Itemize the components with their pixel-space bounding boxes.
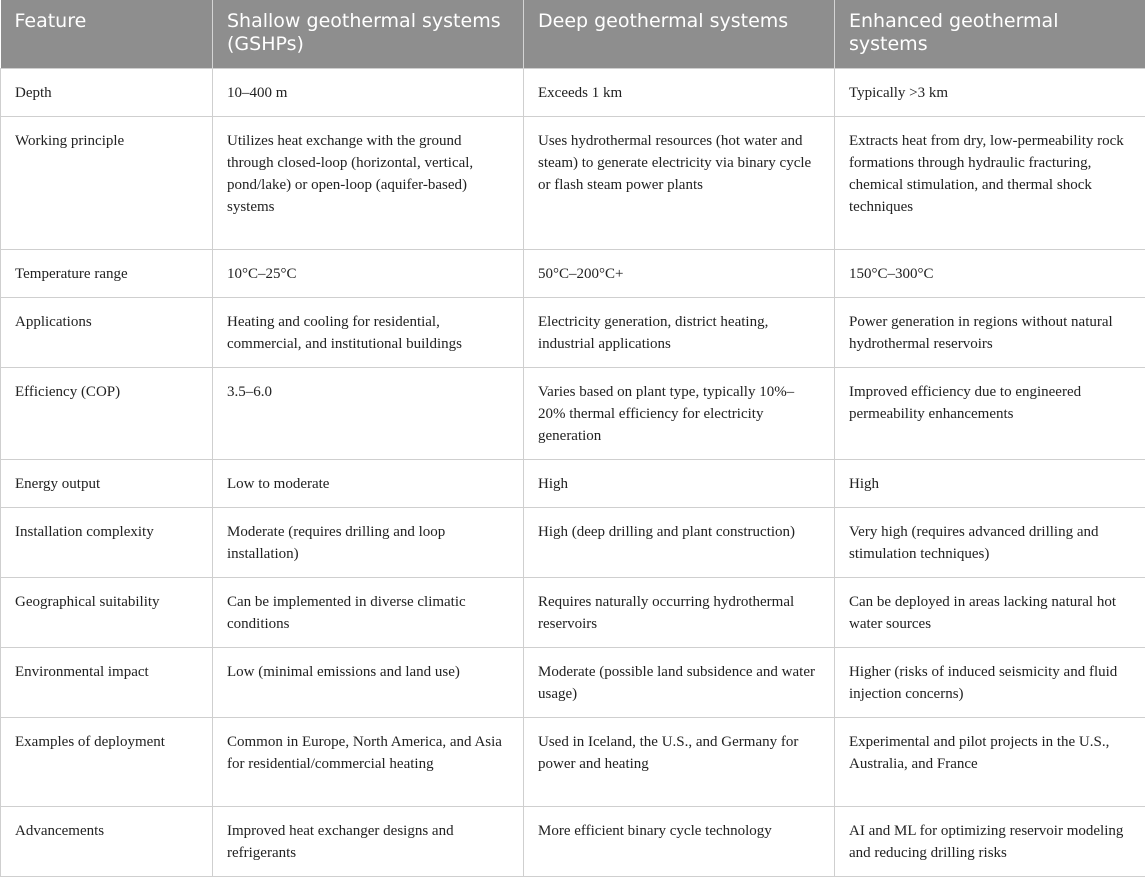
header-deep-geothermal: Deep geothermal systems bbox=[524, 0, 835, 69]
shallow-cell: 10°C–25°C bbox=[213, 250, 524, 298]
enhanced-cell: Typically >3 km bbox=[835, 69, 1145, 117]
feature-cell: Depth bbox=[1, 69, 213, 117]
table-row bbox=[1, 578, 1145, 648]
shallow-cell: Low to moderate bbox=[213, 460, 524, 508]
feature-cell: Temperature range bbox=[1, 250, 213, 298]
deep-cell: Electricity generation, district heating, industrial applications bbox=[524, 298, 835, 368]
header-shallow-geothermal: Shallow geothermal systems (GSHPs) bbox=[213, 0, 524, 69]
header-enhanced-geothermal: Enhanced geothermal systems bbox=[835, 0, 1145, 69]
table-header bbox=[1, 0, 1145, 69]
table-row bbox=[1, 117, 1145, 250]
enhanced-cell: AI and ML for optimizing reservoir modeling and reducing drilling risks bbox=[835, 807, 1145, 877]
deep-cell: Exceeds 1 km bbox=[524, 69, 835, 117]
shallow-cell: Common in Europe, North America, and Asia for residential/commercial heating bbox=[213, 718, 524, 807]
shallow-cell: 10–400 m bbox=[213, 69, 524, 117]
deep-cell: Moderate (possible land subsidence and water usage) bbox=[524, 648, 835, 718]
deep-cell: High (deep drilling and plant construction) bbox=[524, 508, 835, 578]
deep-cell: Requires naturally occurring hydrothermal reservoirs bbox=[524, 578, 835, 648]
enhanced-cell: Extracts heat from dry, low-permeability rock formations through hydraulic fracturing, chemical stimulation, and thermal shock techniques bbox=[835, 117, 1145, 250]
table-row bbox=[1, 460, 1145, 508]
feature-cell: Environmental impact bbox=[1, 648, 213, 718]
table-row bbox=[1, 648, 1145, 718]
feature-cell: Advancements bbox=[1, 807, 213, 877]
shallow-cell: 3.5–6.0 bbox=[213, 368, 524, 460]
enhanced-cell: High bbox=[835, 460, 1145, 508]
enhanced-cell: Can be deployed in areas lacking natural hot water sources bbox=[835, 578, 1145, 648]
enhanced-cell: Very high (requires advanced drilling and stimulation techniques) bbox=[835, 508, 1145, 578]
table-body bbox=[1, 69, 1145, 877]
shallow-cell: Utilizes heat exchange with the ground through closed-loop (horizontal, vertical, pond/lake) or open-loop (aquifer-based) systems bbox=[213, 117, 524, 250]
table-row bbox=[1, 250, 1145, 298]
feature-cell: Applications bbox=[1, 298, 213, 368]
feature-cell: Installation complexity bbox=[1, 508, 213, 578]
table-row bbox=[1, 368, 1145, 460]
shallow-cell: Low (minimal emissions and land use) bbox=[213, 648, 524, 718]
table-row bbox=[1, 508, 1145, 578]
deep-cell: Uses hydrothermal resources (hot water and steam) to generate electricity via binary cycle or flash steam power plants bbox=[524, 117, 835, 250]
feature-cell: Geographical suitability bbox=[1, 578, 213, 648]
table-row bbox=[1, 718, 1145, 807]
deep-cell: Used in Iceland, the U.S., and Germany for power and heating bbox=[524, 718, 835, 807]
header-row bbox=[1, 0, 1145, 69]
deep-cell: Varies based on plant type, typically 10%–20% thermal efficiency for electricity generation bbox=[524, 368, 835, 460]
table-row bbox=[1, 298, 1145, 368]
feature-cell: Examples of deployment bbox=[1, 718, 213, 807]
feature-cell: Working principle bbox=[1, 117, 213, 250]
enhanced-cell: Power generation in regions without natural hydrothermal reservoirs bbox=[835, 298, 1145, 368]
enhanced-cell: Experimental and pilot projects in the U.S., Australia, and France bbox=[835, 718, 1145, 807]
table-row bbox=[1, 69, 1145, 117]
deep-cell: More efficient binary cycle technology bbox=[524, 807, 835, 877]
enhanced-cell: Improved efficiency due to engineered permeability enhancements bbox=[835, 368, 1145, 460]
deep-cell: 50°C–200°C+ bbox=[524, 250, 835, 298]
deep-cell: High bbox=[524, 460, 835, 508]
feature-cell: Efficiency (COP) bbox=[1, 368, 213, 460]
shallow-cell: Can be implemented in diverse climatic conditions bbox=[213, 578, 524, 648]
shallow-cell: Heating and cooling for residential, commercial, and institutional buildings bbox=[213, 298, 524, 368]
shallow-cell: Moderate (requires drilling and loop installation) bbox=[213, 508, 524, 578]
shallow-cell: Improved heat exchanger designs and refrigerants bbox=[213, 807, 524, 877]
enhanced-cell: Higher (risks of induced seismicity and fluid injection concerns) bbox=[835, 648, 1145, 718]
feature-cell: Energy output bbox=[1, 460, 213, 508]
table-row bbox=[1, 807, 1145, 877]
enhanced-cell: 150°C–300°C bbox=[835, 250, 1145, 298]
header-feature: Feature bbox=[1, 0, 213, 69]
